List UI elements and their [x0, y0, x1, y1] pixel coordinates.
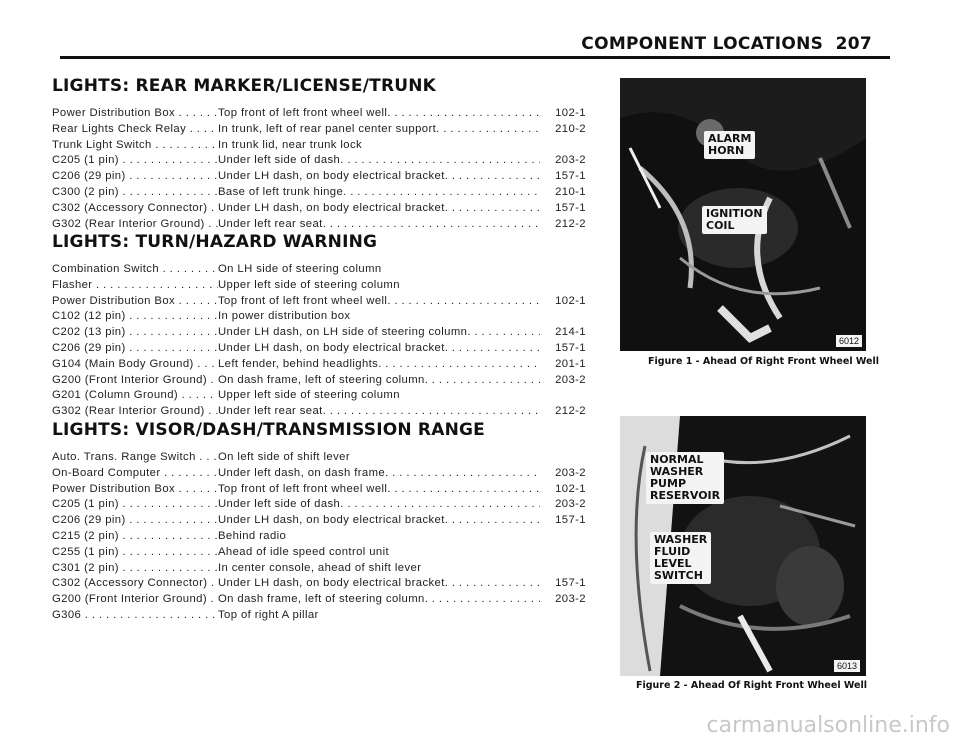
dot-leader [445, 169, 540, 185]
component-location: Ahead of idle speed control unit [218, 545, 390, 558]
location-cell [218, 482, 540, 498]
component-name: C202 (13 pin) . . . [52, 325, 218, 341]
figure-reference: 212-2 [555, 217, 586, 230]
header-title: COMPONENT LOCATIONS [581, 34, 824, 54]
figure-reference: 203-2 [555, 593, 586, 606]
location-cell [218, 357, 540, 373]
figure-reference: 214-1 [555, 326, 586, 339]
section-title: LIGHTS: VISOR/DASH/TRANSMISSION RANGE [52, 420, 485, 440]
location-cell [218, 325, 540, 341]
component-location: On dash frame, left of steering column [218, 373, 425, 386]
component-entry [52, 185, 592, 201]
component-location: Under LH dash, on body electrical bracket [218, 170, 445, 183]
component-name: C302 (Accessory Connector) . . . [52, 576, 218, 592]
component-location: In trunk, left of rear panel center support [218, 122, 437, 135]
component-entry [52, 201, 592, 217]
figure-reference: 157-1 [555, 514, 586, 527]
location-cell [218, 404, 540, 420]
figure-reference: 157-1 [555, 341, 586, 354]
figure-reference: 201-1 [555, 357, 586, 370]
component-name: G302 (Rear Interior Ground) . . . [52, 404, 218, 420]
dot-leader [378, 357, 540, 373]
dot-leader [350, 309, 540, 325]
section-rear-marker [52, 76, 592, 232]
component-name: Power Distribution Box . . . [52, 106, 218, 122]
component-location: In power distribution box [218, 310, 351, 323]
component-entry [52, 169, 592, 185]
component-name: Power Distribution Box . . . [52, 482, 218, 498]
component-location: Under LH dash, on body electrical bracket [218, 514, 445, 527]
location-cell [218, 278, 540, 294]
component-location: Under left dash, on dash frame [218, 466, 386, 479]
component-location: Upper left side of steering column [218, 278, 400, 291]
location-cell [218, 169, 540, 185]
component-entry [52, 388, 592, 404]
dot-leader [340, 153, 540, 169]
component-location: On LH side of steering column [218, 263, 382, 275]
dot-leader [421, 561, 540, 577]
component-entry [52, 278, 592, 294]
figure-reference: 157-1 [555, 201, 586, 214]
figure-reference: 157-1 [555, 577, 586, 590]
component-entry [52, 608, 592, 624]
component-entry [52, 404, 592, 420]
photo-number: 6013 [834, 660, 860, 672]
component-entry [52, 357, 592, 373]
dot-leader [340, 497, 540, 513]
component-entry [52, 576, 592, 592]
location-cell [218, 309, 540, 325]
location-cell [218, 450, 540, 466]
component-name: Auto. Trans. Range Switch . . . [52, 450, 218, 466]
location-cell [218, 185, 540, 201]
component-location: Under left side of dash [218, 498, 341, 511]
location-cell [218, 122, 540, 138]
dot-leader [425, 373, 540, 389]
component-name: Rear Lights Check Relay . . . [52, 122, 218, 138]
component-location: Left fender, behind headlights [218, 357, 379, 370]
location-cell [218, 592, 540, 608]
component-entry [52, 217, 592, 233]
location-cell [218, 341, 540, 357]
component-location: Upper left side of steering column [218, 389, 400, 402]
component-location: On left side of shift lever [218, 451, 350, 463]
component-location: Top front of left front wheel well [218, 107, 388, 119]
location-cell [218, 373, 540, 389]
location-cell [218, 497, 540, 513]
location-cell [218, 262, 540, 278]
location-cell [218, 106, 540, 122]
location-cell [218, 529, 540, 545]
figure-reference: 102-1 [555, 107, 586, 119]
dot-leader [343, 185, 540, 201]
dot-leader [385, 466, 540, 482]
component-location: Top front of left front wheel well [218, 482, 388, 495]
component-entry [52, 466, 592, 482]
component-entry [52, 309, 592, 325]
component-name: C102 (12 pin) . . . [52, 309, 218, 325]
component-name: Flasher . . . [52, 278, 218, 294]
component-location: Under left rear seat [218, 217, 323, 230]
component-name: C215 (2 pin) . . . [52, 529, 218, 545]
dot-leader [445, 341, 540, 357]
dot-leader [425, 592, 540, 608]
figure-2-caption: Figure 2 - Ahead Of Right Front Wheel Well [636, 680, 867, 691]
figure-1-photo [620, 78, 866, 351]
component-name: C205 (1 pin) . . . [52, 153, 218, 169]
component-location: Top front of left front wheel well [218, 294, 388, 307]
component-entry [52, 545, 592, 561]
location-cell [218, 608, 540, 624]
washer-reservoir-label: NORMAL WASHER PUMP RESERVOIR [646, 452, 724, 504]
component-entry [52, 262, 592, 278]
location-cell [218, 138, 540, 154]
page-number: 207 [835, 34, 872, 54]
component-name: C301 (2 pin) . . . [52, 561, 218, 577]
dot-leader [323, 404, 540, 420]
component-name: G200 (Front Interior Ground) . . . [52, 373, 218, 389]
location-cell [218, 201, 540, 217]
location-cell [218, 513, 540, 529]
figure-reference: 203-2 [555, 373, 586, 386]
dot-leader [445, 513, 540, 529]
component-location: Base of left trunk hinge [218, 185, 344, 198]
figure-reference: 203-2 [555, 498, 586, 511]
component-name: C206 (29 pin) . . . [52, 513, 218, 529]
component-location: In center console, ahead of shift lever [218, 561, 422, 574]
component-location: Under LH dash, on LH side of steering column [218, 326, 468, 339]
page-header [60, 30, 890, 60]
figure-1-caption: Figure 1 - Ahead Of Right Front Wheel Well [648, 356, 879, 367]
location-cell [218, 561, 540, 577]
component-entry [52, 561, 592, 577]
component-location: Top of right A pillar [218, 608, 319, 621]
component-name: G306 . . . [52, 608, 218, 624]
component-location: Under LH dash, on body electrical bracket [218, 201, 445, 214]
component-name: G302 (Rear Interior Ground) . . . [52, 217, 218, 233]
watermark: carmanualsonline.info [706, 713, 950, 738]
dot-leader [445, 576, 540, 592]
figure-reference: 210-2 [555, 122, 586, 135]
location-cell [218, 388, 540, 404]
section-turn-hazard [52, 232, 592, 420]
dot-leader [286, 529, 540, 545]
component-entry [52, 450, 592, 466]
component-entry [52, 497, 592, 513]
component-entry [52, 373, 592, 389]
component-name: On-Board Computer . . . [52, 466, 218, 482]
dot-leader [400, 278, 540, 294]
component-entry [52, 325, 592, 341]
location-cell [218, 153, 540, 169]
figure-reference: 210-1 [555, 185, 586, 198]
component-location: Under left rear seat [218, 405, 323, 418]
dot-leader [382, 262, 540, 278]
dot-leader [467, 325, 540, 341]
component-name: G200 (Front Interior Ground) . . . [52, 592, 218, 608]
component-name: Trunk Light Switch . . . [52, 138, 218, 154]
component-entry [52, 294, 592, 310]
dot-leader [387, 482, 540, 498]
dot-leader [319, 608, 540, 624]
location-cell [218, 294, 540, 310]
component-entry [52, 106, 592, 122]
figure-2-photo [620, 416, 866, 676]
figure-reference: 102-1 [555, 482, 586, 495]
figure-reference: 102-1 [555, 294, 586, 307]
component-name: Combination Switch . . . [52, 262, 218, 278]
component-name: Power Distribution Box . . . [52, 294, 218, 310]
component-name: C255 (1 pin) . . . [52, 545, 218, 561]
component-name: G201 (Column Ground) . . . [52, 388, 218, 404]
section-title: LIGHTS: REAR MARKER/LICENSE/TRUNK [52, 76, 437, 96]
component-name: C206 (29 pin) . . . [52, 341, 218, 357]
washer-level-switch-label: WASHER FLUID LEVEL SWITCH [650, 532, 711, 584]
dot-leader [362, 138, 540, 154]
component-entry [52, 122, 592, 138]
component-location: In trunk lid, near trunk lock [218, 138, 363, 151]
component-entry [52, 341, 592, 357]
dot-leader [323, 217, 540, 233]
dot-leader [389, 545, 540, 561]
header-title-and-page [581, 34, 872, 54]
component-name: C205 (1 pin) . . . [52, 497, 218, 513]
section-visor-dash-transmission [52, 420, 592, 624]
header-rule [60, 56, 890, 59]
section-title: LIGHTS: TURN/HAZARD WARNING [52, 232, 378, 252]
component-entry [52, 513, 592, 529]
component-entry [52, 482, 592, 498]
component-location: Under left side of dash [218, 154, 341, 167]
figure-reference: 157-1 [555, 170, 586, 183]
alarm-horn-label: ALARM HORN [704, 131, 755, 159]
photo-number: 6012 [836, 335, 862, 347]
figure-reference: 212-2 [555, 405, 586, 418]
component-location: Behind radio [218, 529, 287, 542]
component-name: C206 (29 pin) . . . [52, 169, 218, 185]
location-cell [218, 217, 540, 233]
location-cell [218, 545, 540, 561]
component-entry [52, 592, 592, 608]
dot-leader [387, 106, 540, 122]
location-cell [218, 466, 540, 482]
component-name: C300 (2 pin) . . . [52, 185, 218, 201]
component-location: Under LH dash, on body electrical bracket [218, 341, 445, 354]
location-cell [218, 576, 540, 592]
ignition-coil-label: IGNITION COIL [702, 206, 767, 234]
dot-leader [400, 388, 540, 404]
component-name: C302 (Accessory Connector) . . . [52, 201, 218, 217]
component-entry [52, 529, 592, 545]
dot-leader [350, 450, 540, 466]
figure-reference: 203-2 [555, 154, 586, 167]
dot-leader [387, 294, 540, 310]
component-entry [52, 138, 592, 154]
dot-leader [436, 122, 540, 138]
component-location: Under LH dash, on body electrical bracket [218, 577, 445, 590]
component-location: On dash frame, left of steering column [218, 593, 425, 606]
figure-reference: 203-2 [555, 466, 586, 479]
dot-leader [445, 201, 540, 217]
component-entry [52, 153, 592, 169]
component-name: G104 (Main Body Ground) . . . [52, 357, 218, 373]
